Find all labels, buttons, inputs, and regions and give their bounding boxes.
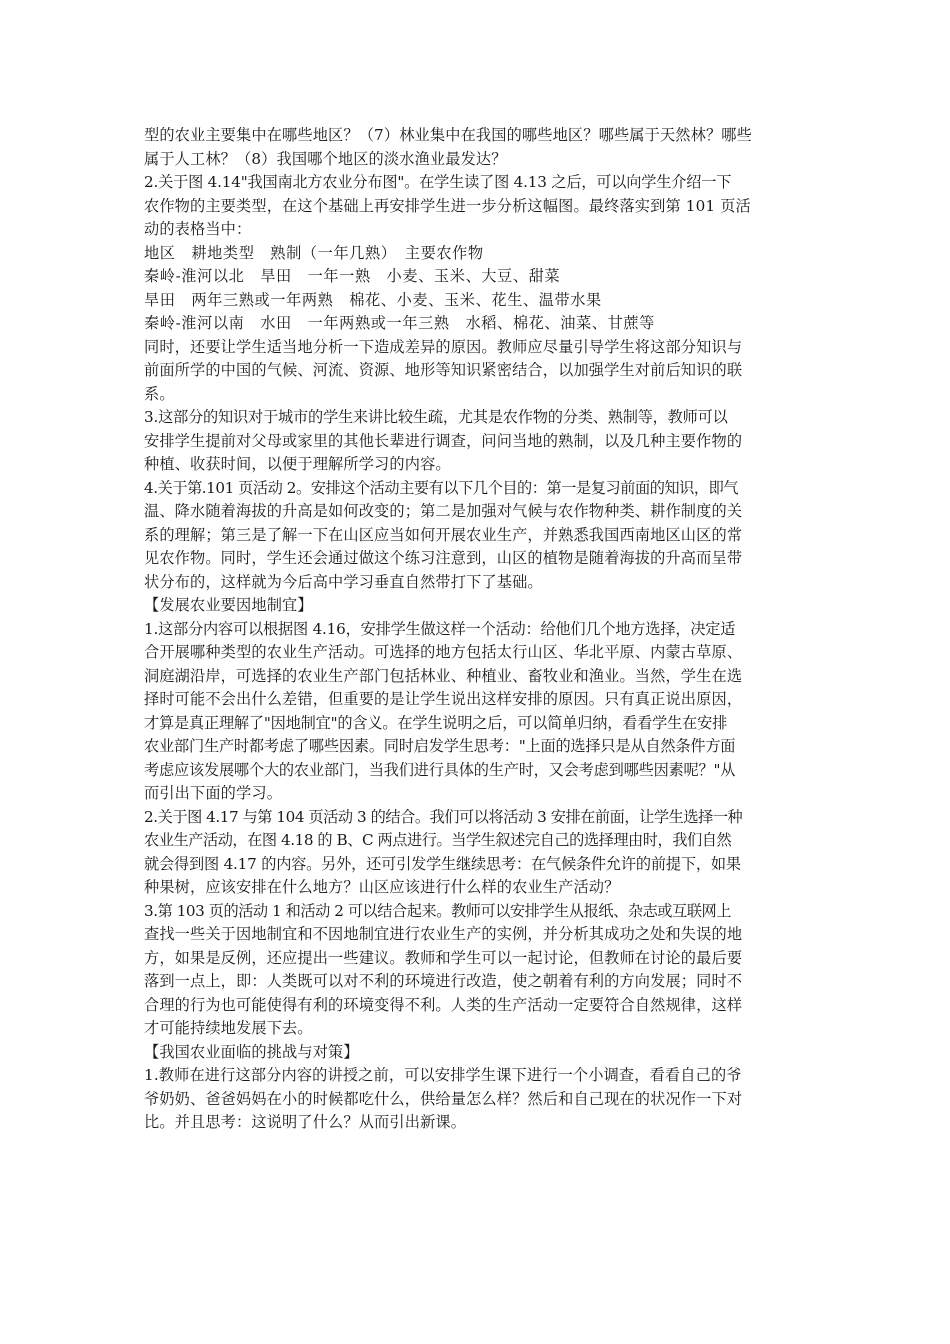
table-header-line: 地区 耕地类型 熟制（一年几熟） 主要农作物: [144, 243, 484, 262]
text-line: 农作物的主要类型，在这个基础上再安排学生进一步分析这幅图。最终落实到第 101 页活: [144, 196, 751, 215]
text-line: 动的表格当中：: [144, 220, 252, 238]
text-line: 2.关于图 4.14"我国南北方农业分布图"。在学生读了图 4.13 之后，可以向学生介绍一下: [144, 173, 732, 191]
text-line: 洞庭湖沿岸，可选择的农业生产部门包括林业、种植业、畜牧业和渔业。当然，学生在选: [144, 666, 743, 685]
text-line: 3.第 103 页的活动 1 和活动 2 可以结合起来。教师可以安排学生从报纸、杂志或互联网上: [144, 901, 731, 920]
table-row-line: 旱田 两年三熟或一年两熟 棉花、小麦、玉米、花生、温带水果: [144, 290, 602, 309]
text-line: 落到一点上，即：人类既可以对不利的环境进行改造，使之朝着有利的方向发展；同时不: [144, 972, 743, 990]
text-line: 型的农业主要集中在哪些地区？（7）林业集中在我国的哪些地区？哪些属于天然林？哪些: [144, 126, 752, 144]
table-row-line: 秦岭-淮河以北 旱田 一年一熟 小麦、玉米、大豆、甜菜: [144, 267, 561, 285]
text-line: 考虑应该发展哪个大的农业部门，当我们进行具体的生产时，又会考虑到哪些因素呢？"从: [144, 760, 736, 779]
text-line: 见农作物。同时，学生还会通过做这个练习注意到，山区的植物是随着海拔的升高而呈带: [144, 549, 743, 567]
document-page: [144, 124, 812, 1135]
text-line: 状分布的，这样就为今后高中学习垂直自然带打下了基础。: [144, 572, 543, 591]
text-line: 系的理解；第三是了解一下在山区应当如何开展农业生产，并熟悉我国西南地区山区的常: [144, 525, 743, 544]
text-line: 2.关于图 4.17 与第 104 页活动 3 的结合。我们可以将活动 3 安排在前面，让学生选择一种: [144, 807, 743, 826]
text-line: 爷奶奶、爸爸妈妈在小的时候都吃什么，供给量怎么样？然后和自己现在的状况作一下对: [144, 1089, 743, 1108]
text-line: 查找一些关于因地制宜和不因地制宜进行农业生产的实例，并分析其成功之处和失误的地: [144, 925, 743, 943]
text-line: 合理的行为也可能使得有利的环境变得不利。人类的生产活动一定要符合自然规律，这样: [144, 995, 743, 1014]
text-line: 择时可能不会出什么差错，但重要的是让学生说出这样安排的原因。只有真正说出原因，: [144, 690, 743, 708]
text-line: 才可能持续地发展下去。: [144, 1019, 313, 1037]
text-line: 系。: [144, 384, 175, 403]
text-line: 属于人工林？（8）我国哪个地区的淡水渔业最发达？: [144, 149, 507, 168]
text-line: 就会得到图 4.17 的内容。另外，还可引发学生继续思考：在气候条件允许的前提下，如果: [144, 854, 741, 873]
text-line: 1.教师在进行这部分内容的讲授之前，可以安排学生课下进行一个小调查，看看自己的爷: [144, 1066, 742, 1084]
text-line: 方，如果是反例，还应提出一些建议。教师和学生可以一起讨论，但教师在讨论的最后要: [144, 948, 743, 967]
text-line: 同时，还要让学生适当地分析一下造成差异的原因。教师应尽量引导学生将这部分知识与: [144, 337, 743, 356]
text-line: 安排学生提前对父母或家里的其他长辈进行调查，问问当地的熟制，以及几种主要作物的: [144, 431, 743, 450]
text-line: 农业部门生产时都考虑了哪些因素。同时启发学生思考："上面的选择只是从自然条件方面: [144, 737, 736, 755]
text-line: 而引出下面的学习。: [144, 784, 283, 802]
section-heading: 【发展农业要因地制宜】: [144, 596, 313, 614]
text-line: 种果树，应该安排在什么地方？山区应该进行什么样的农业生产活动？: [144, 878, 620, 896]
table-row-line: 秦岭-淮河以南 水田 一年两熟或一年三熟 水稻、棉花、油菜、甘蔗等: [144, 314, 655, 332]
text-line: 才算是真正理解了"因地制宜"的含义。在学生说明之后，可以简单归纳，看看学生在安排: [144, 713, 728, 732]
text-line: 合开展哪种类型的农业生产活动。可选择的地方包括太行山区、华北平原、内蒙古草原、: [144, 643, 743, 661]
section-heading: 【我国农业面临的挑战与对策】: [144, 1042, 359, 1061]
text-line: 前面所学的中国的气候、河流、资源、地形等知识紧密结合，以加强学生对前后知识的联: [144, 361, 743, 379]
text-line: 3.这部分的知识对于城市的学生来讲比较生疏，尤其是农作物的分类、熟制等，教师可以: [144, 408, 728, 426]
text-line: 4.关于第.101 页活动 2。安排这个活动主要有以下几个目的：第一是复习前面的知识，即气: [144, 478, 739, 497]
text-line: 温、降水随着海拔的升高是如何改变的；第二是加强对气候与农作物种类、耕作制度的关: [144, 502, 743, 520]
text-line: 种植、收获时间，以便于理解所学习的内容。: [144, 455, 451, 473]
text-line: 农业生产活动，在图 4.18 的 B、C 两点进行。当学生叙述完自己的选择理由时，我们自然: [144, 831, 732, 849]
text-line: 1.这部分内容可以根据图 4.16，安排学生做这样一个活动：给他们几个地方选择，决定适: [144, 619, 736, 638]
text-line: 比。并且思考：这说明了什么？从而引出新课。: [144, 1113, 467, 1131]
